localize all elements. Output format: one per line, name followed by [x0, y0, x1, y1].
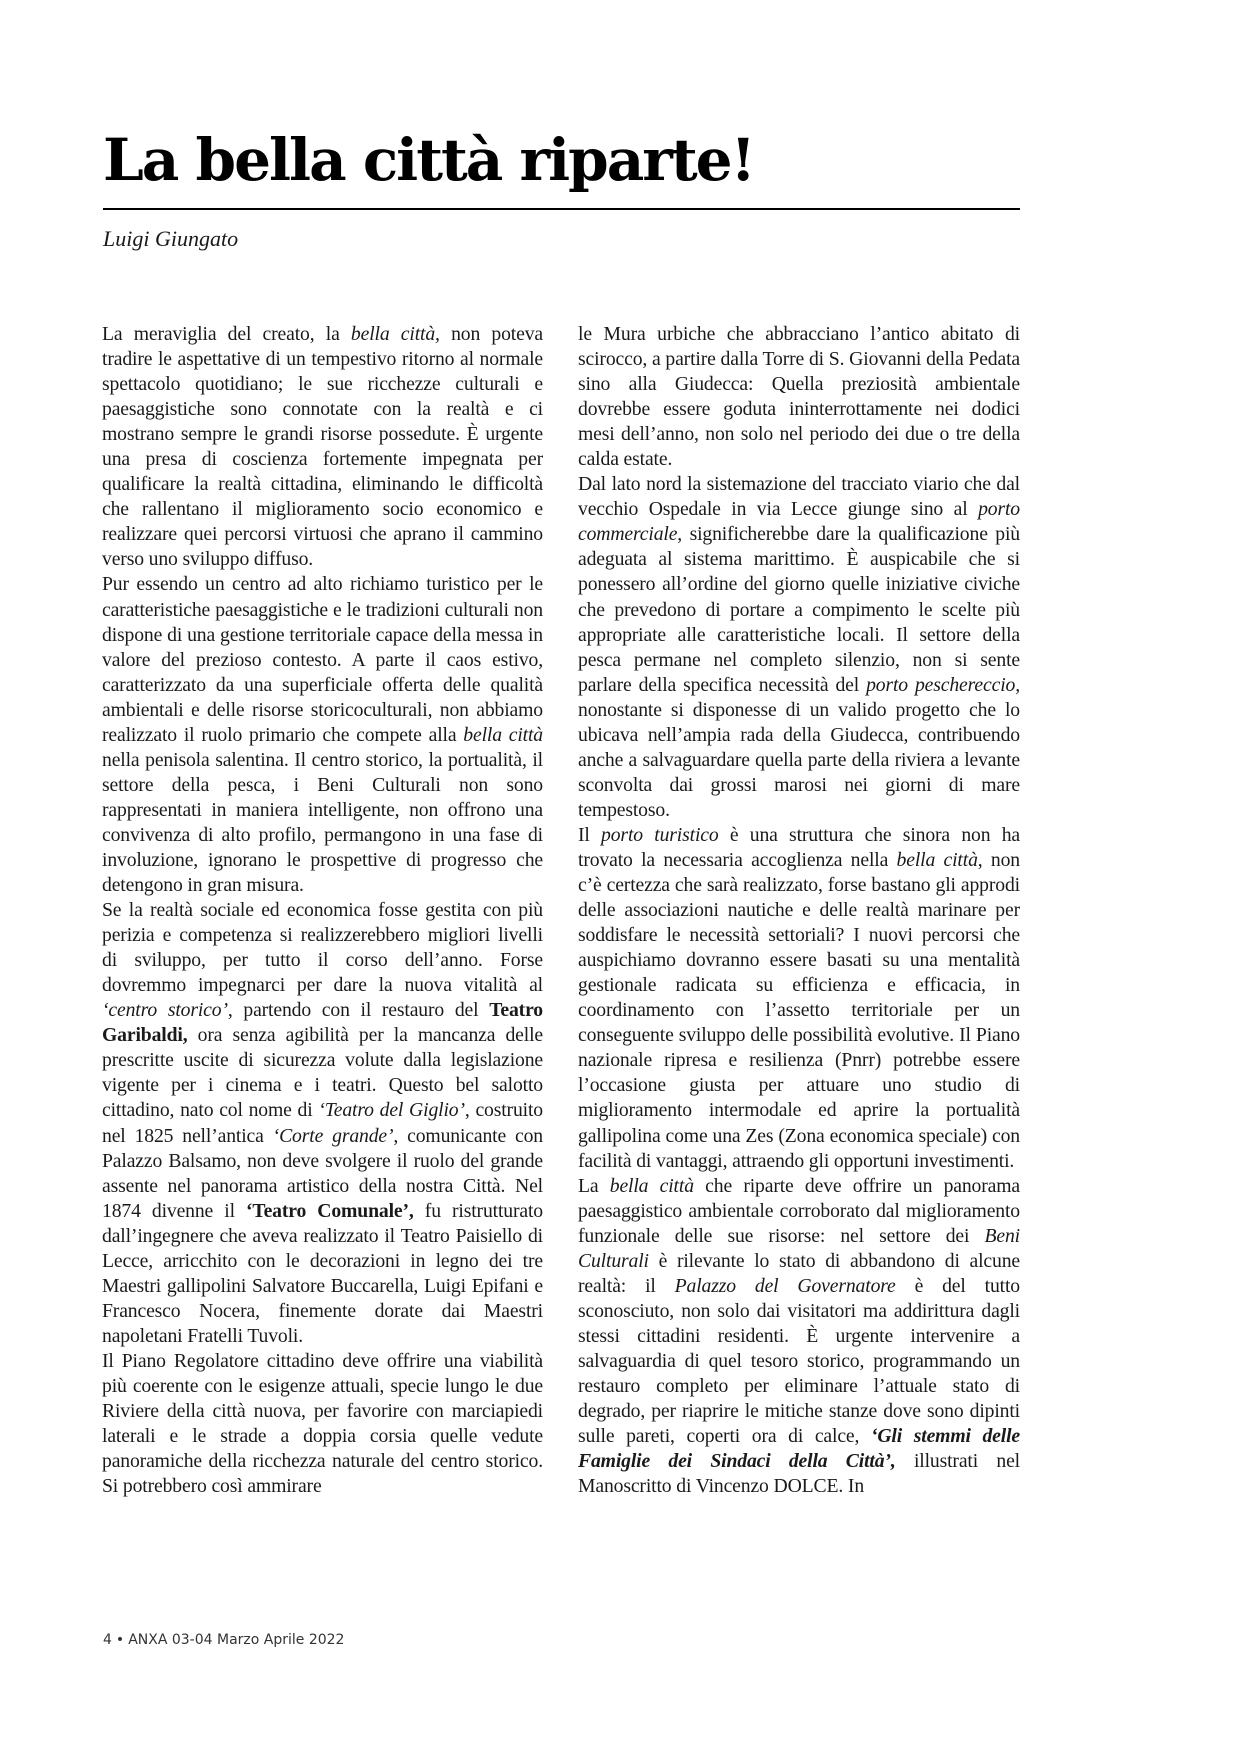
text-run: Il Piano Regolatore cittadino deve offrire una viabilità più coerente con le esigenze attuali, specie lungo le due Riviere della città nuova, per favorire con marciapiedi laterali e le strade a doppia corsia quelle vedute panoramiche della ricchezza naturale del centro storico. Si potrebbero così ammirare [102, 1349, 543, 1498]
emphasized-text: porto turistico [601, 823, 719, 846]
text-run: che riparte deve offrire un panorama paesaggistico ambientale corroborato dal miglioramento funzionale delle sue risorse: nel settore dei [578, 1174, 1020, 1247]
article-paragraph [102, 322, 543, 572]
text-run: Se la realtà sociale ed economica fosse gestita con più perizia e competenza si realizzerebbero migliori livelli di sviluppo, per tutto il corso dell’anno. Forse dovremmo impegnarci per dare la nuova vitalità al [102, 899, 543, 997]
article-paragraph [578, 1174, 1020, 1500]
emphasized-text: ‘Teatro del Giglio’ [318, 1099, 465, 1122]
emphasized-text: ‘Corte grande’ [272, 1124, 394, 1147]
text-run: , partendo con il restauro del [227, 999, 490, 1022]
text-run: , non c’è certezza che sarà realizzato, forse bastano gli approdi delle associazioni nautiche e delle realtà marinare per soddisfare le necessità settoriali? I nuovi percorsi che auspichiamo dovranno essere basati su una mentalità gestionale radicata su efficienza e efficacia, in coordinamento con l’assetto territoriale per un conseguente sviluppo delle possibilità evolutive. Il Piano nazionale ripresa e resilienza (Pnrr) potrebbe essere l’occasione giusta per attuare uno studio di miglioramento intermodale ed aprire la portualità gallipolina come una Zes (Zona economica speciale) con facilità di vantaggi, attraendo gli opportuni investimenti. [578, 848, 1020, 1172]
emphasized-text: ‘centro storico’ [102, 999, 228, 1022]
text-run: ora senza agibilità per la mancanza delle prescritte uscite di sicurezza volute dalla legislazione vigente per i cinema e i teatri. Questo bel salotto cittadino, nato col nome di [102, 1024, 543, 1122]
emphasized-text: bella città [463, 723, 543, 746]
article-paragraph [102, 1349, 543, 1499]
text-run: Dal lato nord la sistemazione del tracciato viario che dal vecchio Ospedale in via Lecce giunge sino al [578, 473, 1020, 521]
article-paragraph [578, 322, 1020, 472]
page-number: 4 [103, 1632, 112, 1648]
emphasized-text: Teatro Garibaldi, [102, 999, 543, 1047]
text-run: Pur essendo un centro ad alto richiamo turistico per le caratteristiche paesaggistiche e le tradizioni culturali non dispone di una gestione territoriale capace della messa in valore del prezioso contesto. A parte il caos estivo, caratterizzato da una superficiale offerta delle qualità ambientali e delle risorse storicoculturali, non abbiamo realizzato il ruolo primario che compete alla [102, 573, 543, 746]
article-paragraph [578, 823, 1020, 1174]
emphasized-text: bella città [609, 1174, 694, 1197]
text-run: La [578, 1174, 610, 1197]
text-run: illustrati nel Manoscritto di Vincenzo DOLCE. In [578, 1450, 1020, 1498]
article-title: La bella città riparte! [103, 126, 754, 194]
footer-separator: • [115, 1632, 125, 1648]
text-run: fu ristrutturato dall’ingegnere che aveva realizzato il Teatro Paisiello di Lecce, arricchito con le decorazioni in legno dei tre Maestri gallipolini Salvatore Buccarella, Luigi Epifani e Francesco Nocera, finemente dorate dai Maestri napoletani Fratelli Tuvoli. [102, 1199, 543, 1347]
article-paragraph [102, 898, 543, 1349]
text-run: nella penisola salentina. Il centro storico, la portualità, il settore della pesca, i Beni Culturali non sono rappresentati in maniera intelligente, non offrono una convivenza di alto profilo, permangono in una fase di involuzione, ignorano le prospettive di progresso che detengono in gran misura. [102, 748, 543, 897]
article-paragraph [102, 572, 543, 898]
text-run: significherebbe dare la qualificazione più adeguata al sistema marittimo. È auspicabile che si ponessero all’ordine del giorno quelle iniziative civiche che prevedono di portare a compimento le scelte più appropriate alle caratteristiche locali. Il settore della pesca permane nel completo silenzio, non si sente parlare della specifica necessità del [578, 523, 1020, 696]
text-run: nonostante si disponesse di un valido progetto che lo ubicava nell’ampia rada della Giudecca, contribuendo anche a salvaguardare quella parte della riviera a levante sconvolta dai grossi marosi nei giorni di mare tempestoso. [578, 698, 1020, 821]
title-divider [103, 208, 1020, 210]
text-run: è del tutto sconosciuto, non solo dai visitatori ma addirittura dagli stessi cittadini residenti. È urgente intervenire a salvaguardia di quel tesoro storico, programmando un restauro completo per eliminare l’attuale stato di degrado, per riaprire le mitiche stanze dove sono dipinti sulle pareti, coperti ora di calce, [578, 1274, 1020, 1448]
page-footer [103, 1630, 344, 1650]
emphasized-text: porto commerciale, [578, 498, 1020, 546]
text-run: le Mura urbiche che abbracciano l’antico abitato di scirocco, a partire dalla Torre di S. Giovanni della Pedata sino alla Giudecca: Quella preziosità ambientale dovrebbe essere goduta ininterrottamente nei dodici mesi dell’anno, non solo nel periodo dei due o tre della calda estate. [578, 323, 1020, 471]
text-run: è rilevante lo stato di abbandono di alcune realtà: il [578, 1249, 1020, 1297]
text-run: La meraviglia del creato, la [102, 323, 351, 345]
emphasized-text: ‘Teatro Comunale’, [246, 1199, 414, 1222]
publication-name: ANXA 03-04 Marzo Aprile 2022 [128, 1632, 345, 1648]
article-column-right [578, 322, 1020, 1499]
article-author: Luigi Giungato [103, 226, 239, 251]
emphasized-text: Beni Culturali [578, 1224, 1020, 1272]
emphasized-text: ‘Gli stemmi delle Famiglie dei Sindaci della Città’, [578, 1425, 1020, 1473]
text-run: non poteva tradire le aspettative di un tempestivo ritorno al normale spettacolo quotidiano; le sue ricchezze culturali e paesaggistiche sono connotate con la realtà e ci mostrano sempre le grandi risorse possedute. È urgente una presa di coscienza fortemente impegnata per qualificare la realtà cittadina, eliminando le difficoltà che rallentano il miglioramento socio economico e realizzare quei percorsi virtuosi che aprano il cammino verso uno sviluppo diffuso. [102, 323, 543, 571]
text-run: Il [578, 823, 602, 846]
emphasized-text: bella città [896, 848, 978, 871]
emphasized-text: porto peschereccio, [866, 673, 1020, 696]
article-column-left [102, 322, 543, 1499]
article-paragraph [578, 472, 1020, 823]
text-run: è una struttura che sinora non ha trovato la necessaria accoglienza nella [578, 823, 1021, 871]
emphasized-text: bella città, [350, 323, 440, 345]
text-run: , comunicante con Palazzo Balsamo, non deve svolgere il ruolo del grande assente nel panorama artistico della nostra Città. Nel 1874 divenne il [102, 1124, 543, 1222]
emphasized-text: Palazzo del Governatore [674, 1274, 896, 1297]
text-run: , costruito nel 1825 nell’antica [102, 1099, 543, 1147]
